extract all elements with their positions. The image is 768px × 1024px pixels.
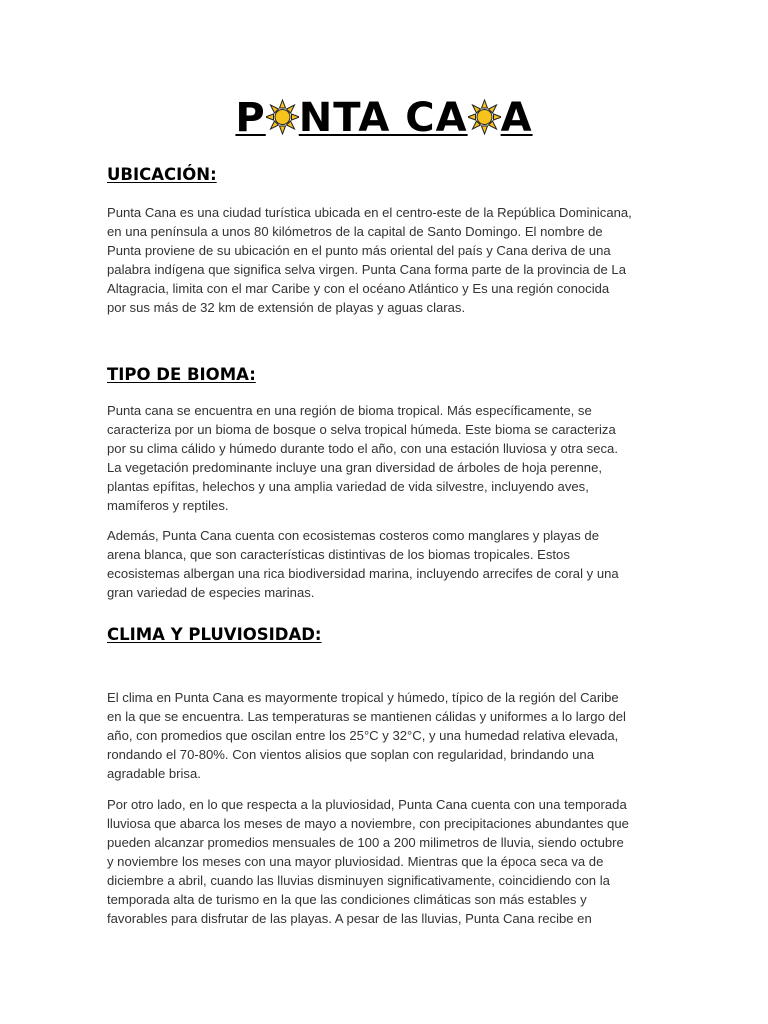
text-line: ecosistemas albergan una rica biodiversidad marina, incluyendo arrecifes de coral y una xyxy=(107,566,619,581)
text-line: agradable brisa. xyxy=(107,766,201,781)
text-line: pueden alcanzar promedios mensuales de 100 a 200 milimetros de lluvia, siendo octubre xyxy=(107,835,624,850)
section-heading-tipo-de-bioma: TIPO DE BIOMA: xyxy=(107,365,256,384)
text-line: Además, Punta Cana cuenta con ecosistemas costeros como manglares y playas de xyxy=(107,528,600,543)
text-line: lluviosa que abarca los meses de mayo a noviembre, con precipitaciones abundantes que xyxy=(107,816,629,831)
title-part-2: NTA CA xyxy=(298,95,468,141)
text-line: La vegetación predominante incluye una gran diversidad de árboles de hoja perenne, xyxy=(107,460,602,475)
text-line: y noviembre los meses con una mayor pluviosidad. Mientras que la época seca va de xyxy=(107,854,604,869)
sun-icon xyxy=(468,95,501,135)
text-line: rondando el 70-80%. Con vientos alisios que soplan con regularidad, brindando una xyxy=(107,747,594,762)
text-line: en una península a unos 80 kilómetros de la capital de Santo Domingo. El nombre de xyxy=(107,224,603,239)
text-line: por su clima cálido y húmedo durante todo el año, con una estación lluviosa y otra seca. xyxy=(107,441,618,456)
paragraph-bioma-2 xyxy=(107,526,667,602)
text-line: gran variedad de especies marinas. xyxy=(107,585,315,600)
text-line: Punta Cana es una ciudad turística ubicada en el centro-este de la República Dominicana, xyxy=(107,205,632,220)
text-line: en la que se encuentra. Las temperaturas se mantienen cálidas y uniformes a lo largo del xyxy=(107,709,626,724)
section-heading-clima-y-pluviosidad: CLIMA Y PLUVIOSIDAD: xyxy=(107,625,322,644)
text-line: por sus más de 32 km de extensión de playas y aguas claras. xyxy=(107,300,466,315)
document-title xyxy=(0,90,768,146)
paragraph-clima-1 xyxy=(107,688,667,783)
text-line: Altagracia, limita con el mar Caribe y con el océano Atlántico y Es una región conocida xyxy=(107,281,610,296)
title-part-1: P xyxy=(235,95,266,141)
text-line: Por otro lado, en lo que respecta a la pluviosidad, Punta Cana cuenta con una temporada xyxy=(107,797,627,812)
paragraph-bioma-1 xyxy=(107,401,667,515)
sun-icon xyxy=(266,95,299,135)
text-line: palabra indígena que significa selva virgen. Punta Cana forma parte de la provincia de La xyxy=(107,262,626,277)
text-line: El clima en Punta Cana es mayormente tropical y húmedo, típico de la región del Caribe xyxy=(107,690,619,705)
text-line: año, con promedios que oscilan entre los 25°C y 32°C, y una humedad relativa elevada, xyxy=(107,728,619,743)
title-part-3: A xyxy=(500,95,533,141)
text-line: diciembre a abril, cuando las lluvias disminuyen significativamente, coincidiendo con la xyxy=(107,873,610,888)
text-line: caracteriza por un bioma de bosque o selva tropical húmeda. Este bioma se caracteriza xyxy=(107,422,616,437)
text-line: mamíferos y reptiles. xyxy=(107,498,229,513)
paragraph-clima-2 xyxy=(107,795,667,928)
text-line: temporada alta de turismo en la que las condiciones climáticas son más estables y xyxy=(107,892,587,907)
section-heading-ubicacion: UBICACIÓN: xyxy=(107,165,217,184)
paragraph-ubicacion xyxy=(107,203,667,317)
text-line: plantas epífitas, helechos y una amplia variedad de vida silvestre, incluyendo aves, xyxy=(107,479,589,494)
text-line: Punta proviene de su ubicación en el punto más oriental del país y Cana deriva de una xyxy=(107,243,611,258)
text-line: Punta cana se encuentra en una región de bioma tropical. Más específicamente, se xyxy=(107,403,592,418)
text-line: favorables para disfrutar de las playas. A pesar de las lluvias, Punta Cana recibe en xyxy=(107,911,592,926)
text-line: arena blanca, que son características distintivas de los biomas tropicales. Estos xyxy=(107,547,570,562)
